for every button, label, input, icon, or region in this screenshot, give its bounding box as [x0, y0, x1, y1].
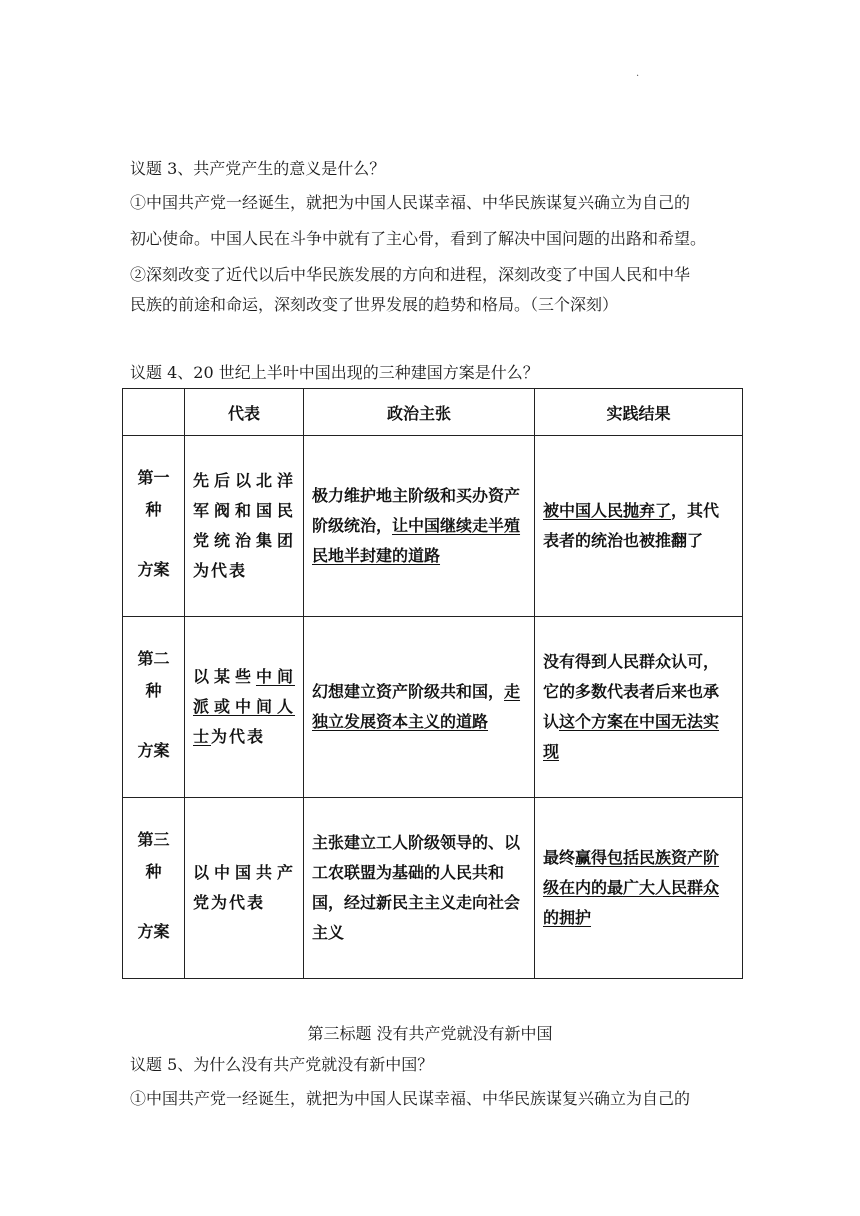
practice-result-cell: 没有得到人民群众认可，它的多数代表者后来也承认这个方案在中国无法实现: [535, 617, 743, 798]
row-label: 第二 种 方案: [123, 617, 185, 798]
representative-cell: 以某些中间派或中间人士为代表: [185, 617, 304, 798]
issue3-title: 议题 3、共产党产生的意义是什么？: [130, 159, 386, 178]
row-label: 第一 种 方案: [123, 436, 185, 617]
page-mark: .: [636, 68, 640, 79]
table-row: [123, 798, 743, 979]
political-claim-cell: 主张建立工人阶级领导的、以工农联盟为基础的人民共和国，经过新民主主义走向社会主义: [304, 798, 535, 979]
issue5-line-1: ①中国共产党一经诞生，就把为中国人民谋幸福、中华民族谋复兴确立为自己的: [130, 1089, 691, 1108]
header-political-claim: 政治主张: [304, 389, 535, 436]
practice-result-cell: 最终赢得包括民族资产阶级在内的最广大人民群众的拥护: [535, 798, 743, 979]
representative-cell: 先后以北洋军阀和国民党统治集团为代表: [185, 436, 304, 617]
practice-result-cell: 被中国人民抛弃了，其代表者的统治也被推翻了: [535, 436, 743, 617]
political-claim-cell: 极力维护地主阶级和买办资产阶级统治，让中国继续走半殖民地半封建的道路: [304, 436, 535, 617]
header-representative: 代表: [185, 389, 304, 436]
section3-heading: 第三标题 没有共产党就没有新中国: [307, 1024, 553, 1043]
header-blank: [123, 389, 185, 436]
representative-cell: 以中国共产党为代表: [185, 798, 304, 979]
issue3-line-4: 民族的前途和命运，深刻改变了世界发展的趋势和格局。（三个深刻）: [130, 295, 619, 314]
issue5-title: 议题 5、为什么没有共产党就没有新中国？: [130, 1055, 434, 1074]
issue3-line-2: 初心使命。中国人民在斗争中就有了主心骨，看到了解决中国问题的出路和希望。: [130, 229, 707, 248]
row-label: 第三 种 方案: [123, 798, 185, 979]
header-practice-result: 实践结果: [535, 389, 743, 436]
issue3-line-1: ①中国共产党一经诞生，就把为中国人民谋幸福、中华民族谋复兴确立为自己的: [130, 193, 691, 212]
founding-plans-table: [122, 388, 743, 979]
table-row: [123, 617, 743, 798]
issue4-title: 议题 4、20 世纪上半叶中国出现的三种建国方案是什么？: [130, 363, 539, 382]
table-header-row: [123, 389, 743, 436]
table-row: [123, 436, 743, 617]
issue3-line-3: ②深刻改变了近代以后中华民族发展的方向和进程，深刻改变了中国人民和中华: [130, 265, 691, 284]
political-claim-cell: 幻想建立资产阶级共和国，走独立发展资本主义的道路: [304, 617, 535, 798]
